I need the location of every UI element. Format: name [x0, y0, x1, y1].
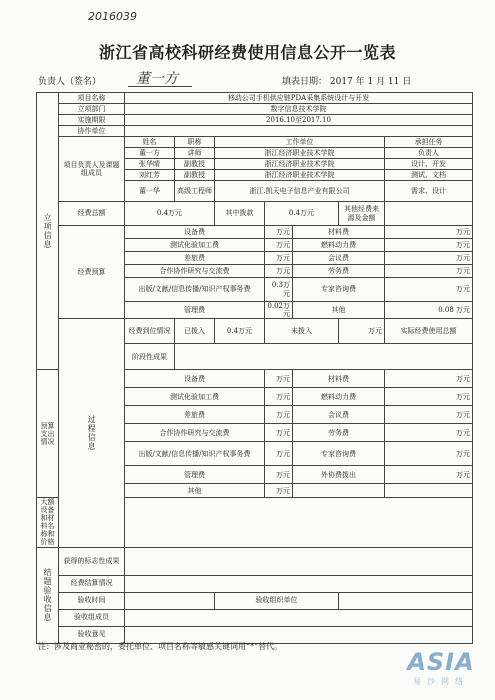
logo-subtext: 易沙网络 [413, 677, 469, 686]
budget-item: 合作协作研究与交流费 [125, 265, 265, 278]
budget-amount: 万元 [385, 252, 473, 265]
expense-item: 测试化验加工费 [125, 388, 265, 406]
budget-amount: 万元 [265, 226, 293, 239]
info-table [36, 92, 473, 644]
expense-amount: 万元 [385, 424, 473, 442]
member-name: 董一华 [125, 181, 175, 202]
expense-amount: 万元 [265, 370, 293, 388]
stage-value [175, 344, 473, 370]
member-unit: 浙江经济职业技术学院 [215, 148, 385, 159]
fill-date: 填表日期： 2017 年 1 月 11 日 [282, 77, 412, 87]
signature-line [128, 86, 192, 87]
unpaid-value: 万元 [339, 319, 385, 344]
expense-item: 专家咨询费 [293, 442, 385, 466]
expense-amount: 万元 [265, 466, 293, 484]
expense-item [293, 484, 385, 498]
expense-amount: 万元 [385, 406, 473, 424]
period-value: 2016.10至2017.10 [125, 115, 473, 126]
budget-item: 专家咨询费 [293, 278, 385, 302]
expense-amount: 万元 [385, 442, 473, 466]
project-name-label: 项目名称 [59, 93, 125, 104]
members-header-task: 承担任务 [385, 137, 473, 148]
other-source-value [385, 202, 473, 226]
expense-item: 燃料动力费 [293, 388, 385, 406]
budget-amount: 万元 [385, 226, 473, 239]
budget-item: 管理费 [125, 302, 265, 319]
budget-item: 劳务费 [293, 265, 385, 278]
member-task: 需求、设计 [385, 181, 473, 202]
accept-org-label: 验收组织单位 [215, 592, 339, 609]
equipment-label: 大额设备和材料名称和价格 [37, 498, 59, 547]
expense-amount: 万元 [385, 370, 473, 388]
dept-value: 数字信息技术学院 [125, 104, 473, 115]
expense-amount: 万元 [265, 388, 293, 406]
accept-members-label: 验收组成员 [59, 609, 125, 626]
achievement-label: 获得的标志性成果 [59, 547, 125, 575]
section-jieti: 结题验收信息 [37, 547, 59, 643]
paid-value: 0.4万元 [215, 319, 265, 344]
budget-amount: 万元 [385, 265, 473, 278]
expense-amount: 万元 [385, 388, 473, 406]
allocated-value: 0.4万元 [265, 202, 339, 226]
member-unit: 浙江经济职业技术学院 [215, 159, 385, 170]
expense-amount: 万元 [385, 466, 473, 484]
members-label: 项目负责人及课题组成员 [59, 137, 125, 202]
coop-label: 协作单位 [59, 126, 125, 137]
coop-value [125, 126, 473, 137]
member-task: 设计、开发 [385, 159, 473, 170]
expense-amount [385, 484, 473, 498]
stage-label: 阶段性成果 [125, 344, 175, 370]
budget-item: 会议费 [293, 252, 385, 265]
section-guocheng: 过程信息 [59, 319, 125, 547]
budget-amount: 万元 [385, 278, 473, 302]
accept-time-label: 验收时间 [59, 592, 125, 609]
expense-item: 设备费 [125, 370, 265, 388]
members-header-unit: 工作单位 [215, 137, 385, 148]
expense-item: 其他 [125, 484, 265, 498]
logo-text: ASIA [407, 648, 475, 676]
period-label: 实施期限 [59, 115, 125, 126]
expense-amount: 万元 [265, 484, 293, 498]
member-unit: 浙江经济职业技术学院 [215, 170, 385, 181]
account-value [125, 575, 473, 592]
member-title: 副教授 [175, 170, 215, 181]
expense-amount: 万元 [265, 424, 293, 442]
accept-opinion-label: 验收意见 [59, 626, 125, 643]
budget-item: 出版/文献/信息传播/知识产权事务费 [125, 278, 265, 302]
member-title: 副教授 [175, 159, 215, 170]
section-lixiang: 立项信息 [37, 93, 59, 370]
expense-item: 会议费 [293, 406, 385, 424]
paid-label: 已拨入 [175, 319, 215, 344]
budget-amount: 0.02万元 [265, 302, 293, 319]
member-name: 董一方 [125, 148, 175, 159]
other-source-label: 其他经费来源及金额 [339, 202, 385, 226]
unpaid-label: 未拨入 [265, 319, 339, 344]
budget-item: 燃料动力费 [293, 239, 385, 252]
budget-item: 其他 [293, 302, 385, 319]
members-header-title: 职称 [175, 137, 215, 148]
member-task: 测试、文档 [385, 170, 473, 181]
member-unit: 浙江.凯天电子信息产业有限公司 [215, 181, 385, 202]
budget-item: 测试化验加工费 [125, 239, 265, 252]
budget-row [37, 226, 473, 239]
allocated-label: 其中拨款 [215, 202, 265, 226]
project-name: 移动公司手机供应链PDA采集系统设计与开发 [125, 93, 473, 104]
member-name: 张华晴 [125, 159, 175, 170]
member-title: 讲师 [175, 148, 215, 159]
handwritten-number: 2016039 [88, 10, 137, 23]
budget-label: 经费预算 [59, 226, 125, 319]
expense-label: 预算支出情况 [37, 370, 59, 498]
member-name: 刘红芳 [125, 170, 175, 181]
budget-amount: 0.3万元 [265, 278, 293, 302]
total-label: 经费总额 [59, 202, 125, 226]
expense-item: 差旅费 [125, 406, 265, 424]
budget-amount: 万元 [265, 252, 293, 265]
footnote: 注：涉及商业秘密的，委托单位、项目名称等敏感关键词用“*”替代。 [38, 642, 283, 651]
responsible-signature: 董一方 [136, 71, 178, 87]
accept-org-value [339, 592, 473, 609]
member-task: 负责人 [385, 148, 473, 159]
expense-item: 材料费 [293, 370, 385, 388]
accept-members-value [125, 609, 473, 626]
dept-label: 立项部门 [59, 104, 125, 115]
achievement-value [125, 547, 473, 575]
arrival-label: 经费到位情况 [125, 319, 175, 344]
member-title: 高级工程师 [175, 181, 215, 202]
equipment-value [125, 498, 473, 547]
budget-item: 材料费 [293, 226, 385, 239]
account-label: 经费结算情况 [59, 575, 125, 592]
expense-amount: 万元 [265, 406, 293, 424]
used-label: 实际经费使用总额 [385, 319, 473, 344]
budget-amount: 万元 [385, 239, 473, 252]
members-header-name: 姓名 [125, 137, 175, 148]
page-title: 浙江省高校科研经费使用信息公开一览表 [98, 43, 396, 62]
responsible-label: 负责人（签名） [38, 77, 102, 87]
budget-amount: 万元 [265, 239, 293, 252]
expense-item: 外协费拨出 [293, 466, 385, 484]
budget-item: 设备费 [125, 226, 265, 239]
expense-amount: 万元 [265, 442, 293, 466]
watermark-logo [396, 648, 486, 696]
expense-item: 劳务费 [293, 424, 385, 442]
total-value: 0.4万元 [125, 202, 215, 226]
expense-item: 合作协作研究与交流费 [125, 424, 265, 442]
expense-item: 管理费 [125, 466, 265, 484]
budget-item: 差旅费 [125, 252, 265, 265]
budget-amount: 0.08 万元 [385, 302, 473, 319]
budget-amount: 万元 [265, 265, 293, 278]
accept-time-value [125, 592, 215, 609]
expense-item: 出版/文献/信息传播/知识产权事务费 [125, 442, 265, 466]
